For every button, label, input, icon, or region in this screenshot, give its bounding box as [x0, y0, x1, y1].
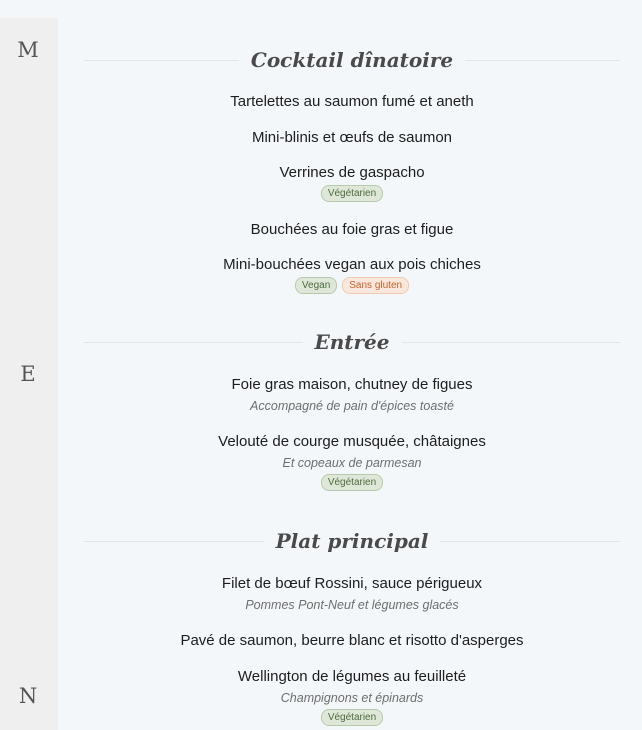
vegetarian-badge: Végétarien	[321, 474, 383, 491]
item-description: Et copeaux de parmesan	[282, 456, 422, 470]
item-name: Filet de bœuf Rossini, sauce périgueux	[221, 575, 483, 592]
section-title: Cocktail dînatoire	[250, 48, 454, 72]
divider	[84, 541, 264, 542]
vegetarian-badge: Végétarien	[321, 709, 383, 726]
item-name: Velouté de courge musquée, châtaignes	[218, 433, 486, 450]
divider	[440, 541, 620, 542]
item-name: Pavé de saumon, beurre blanc et risotto d'asperges	[180, 632, 524, 649]
divider	[84, 342, 303, 343]
badge-list	[84, 709, 620, 726]
menu-item	[84, 256, 620, 294]
item-name: Tartelettes au saumon fumé et aneth	[230, 93, 474, 110]
divider	[84, 60, 239, 61]
menu-item	[84, 575, 620, 613]
item-description: Accompagné de pain d'épices toasté	[250, 399, 454, 413]
item-name: Mini-blinis et œufs de saumon	[251, 129, 453, 146]
section-title: Plat principal	[275, 529, 429, 553]
menu-item	[84, 221, 620, 239]
section-header-entree	[84, 327, 620, 357]
menu-item	[84, 164, 620, 202]
sidebar-letter-e: E	[20, 362, 36, 386]
sidebar-letter-n: N	[18, 684, 38, 708]
section-title: Entrée	[314, 330, 390, 354]
section-header-cocktail	[84, 45, 620, 75]
menu-item	[84, 632, 620, 650]
vegan-badge: Vegan	[295, 277, 337, 294]
item-name: Bouchées au foie gras et figue	[250, 221, 454, 238]
menu-item	[84, 668, 620, 726]
menu-item	[84, 433, 620, 491]
gluten-free-badge: Sans gluten	[342, 277, 409, 294]
item-name: Verrines de gaspacho	[279, 164, 425, 181]
item-description: Pommes Pont-Neuf et légumes glacés	[245, 598, 459, 612]
menu-item	[84, 93, 620, 111]
item-name: Wellington de légumes au feuilleté	[237, 668, 467, 685]
sidebar-letter-m: M	[17, 38, 39, 62]
item-description: Champignons et épinards	[280, 691, 424, 705]
item-name: Foie gras maison, chutney de figues	[231, 376, 473, 393]
vegetarian-badge: Végétarien	[321, 185, 383, 202]
badge-list	[84, 185, 620, 202]
menu-item	[84, 129, 620, 147]
item-name: Mini-bouchées vegan aux pois chiches	[223, 256, 481, 273]
divider	[402, 342, 621, 343]
menu-item	[84, 376, 620, 414]
divider	[465, 60, 620, 61]
badge-list	[84, 277, 620, 294]
badge-list	[84, 474, 620, 491]
section-header-plat-principal	[84, 526, 620, 556]
